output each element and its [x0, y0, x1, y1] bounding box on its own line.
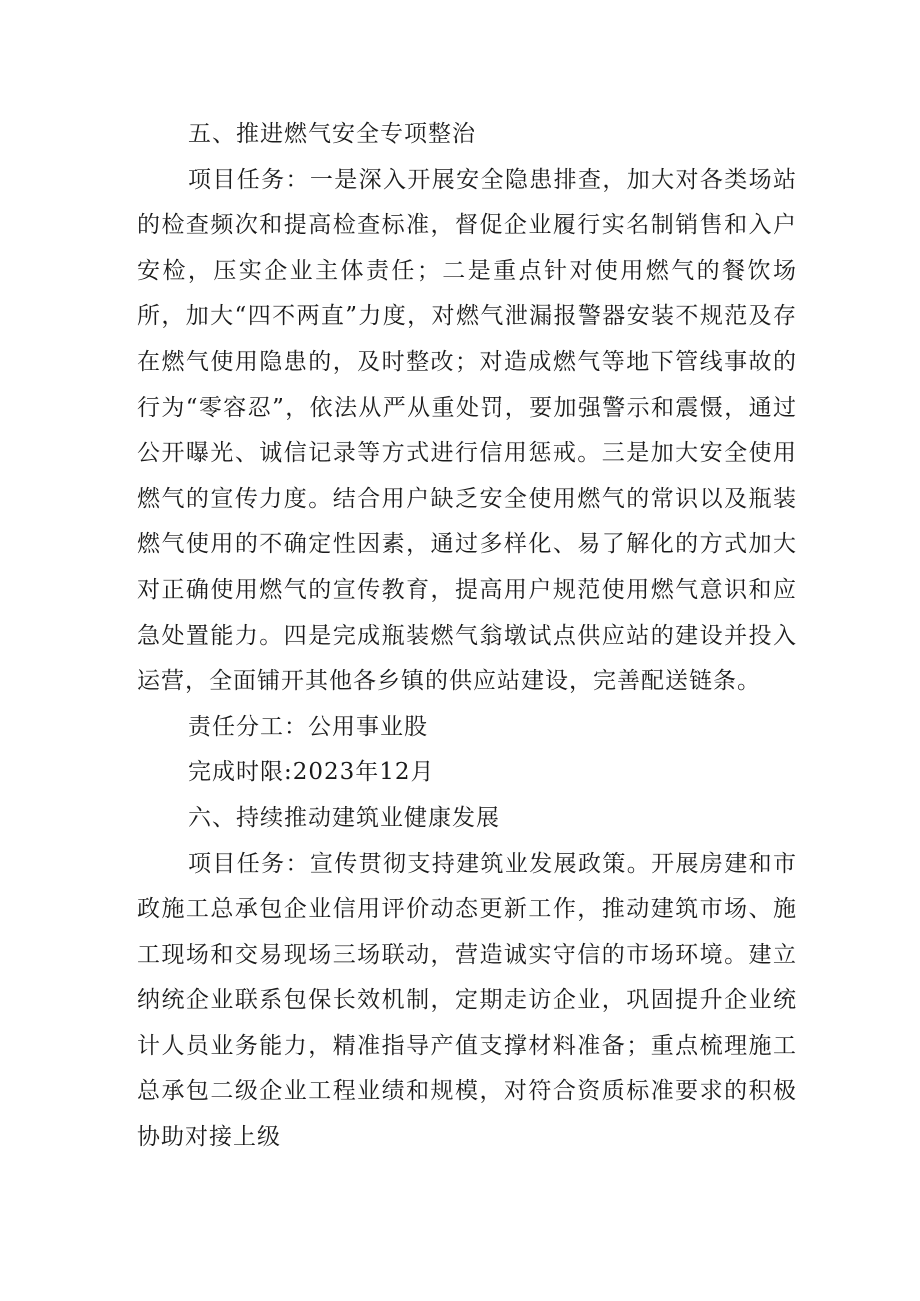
section-5-heading: 五、推进燃气安全专项整治 [188, 121, 476, 147]
section-6-heading: 六、持续推动建筑业健康发展 [188, 804, 500, 831]
section-5-task: 项目任务：一是深入开展安全隐患排查，加大对各类场站的检查频次和提高检查标准，督促企业履行实名制销售和入户安检，压实企业主体责任；二是重点针对使用燃气的餐饮场所，加大“四不两直”力度，对燃气泄漏报警器安装不规范及存在燃气使用隐患的，及时整改；对造成燃气等地下管线事故的行为“零容忍”，依法从严从重处罚，要加强警示和震慑，通过公开曝光、诚信记录等方式进行信用惩戒。三是加大安全使用燃气的宣传力度。结合用户缺乏安全使用燃气的常识以及瓶装燃气使用的不确定性因素，通过多样化、易了解化的方式加大对正确使用燃气的宣传教育，提高用户规范使用燃气意识和应急处置能力。四是完成瓶装燃气翁墩试点供应站的建设并投入运营，全面铺开其他各乡镇的供应站建设，完善配送链条。 [137, 166, 797, 695]
document-body [137, 112, 797, 1161]
section-6-task: 项目任务：宣传贯彻支持建筑业发展政策。开展房建和市政施工总承包企业信用评价动态更新工作，推动建筑市场、施工现场和交易现场三场联动，营造诚实守信的市场环境。建立纳统企业联系包保长效机制，定期走访企业，巩固提升企业统计人员业务能力，精准指导产值支撑材料准备；重点梳理施工总承包二级企业工程业绩和规模，对符合资质标准要求的积极协助对接上级 [137, 850, 797, 1151]
section-5-responsibility: 责任分工：公用事业股 [188, 713, 428, 740]
section-5-deadline: 完成时限:2023年12月 [188, 759, 435, 786]
